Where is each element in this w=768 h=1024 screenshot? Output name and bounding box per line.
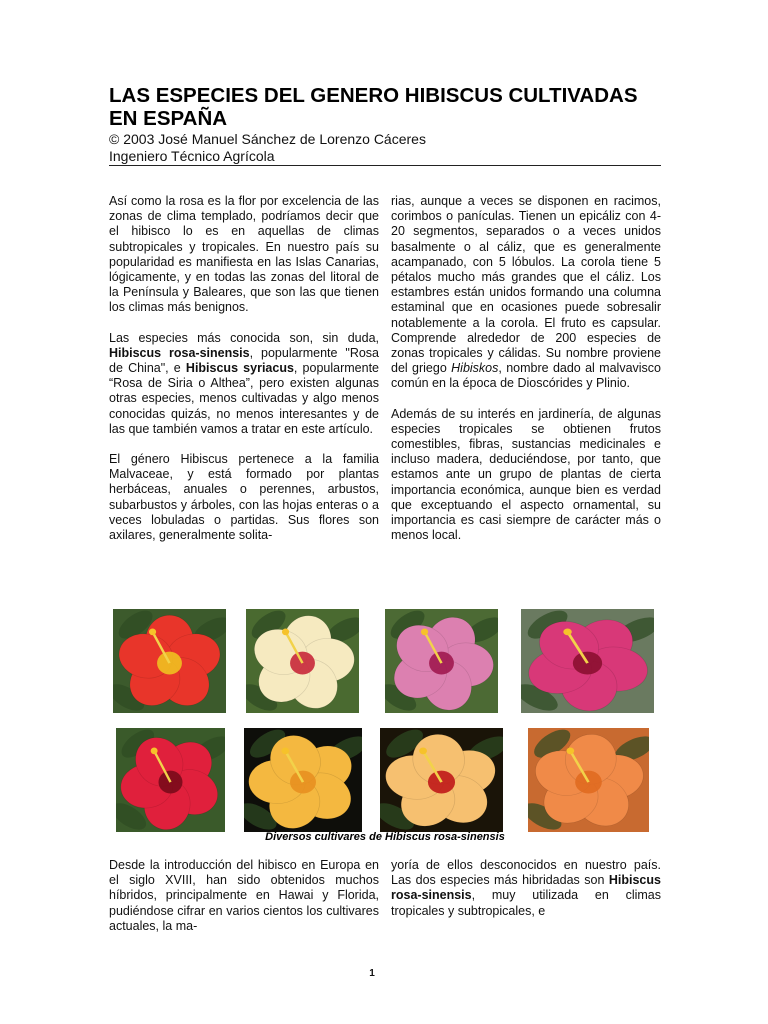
text-span: , muy utilizada en climas tropicales y subtropicales, e [391,888,661,918]
hibiscus-photo [246,609,359,713]
hibiscus-photo [528,728,649,832]
paragraph [391,194,661,392]
text-column-right-top [391,194,661,558]
text-span: , popularmente “Rosa de Siria o Althea”, pero existen algunas otras especies, menos cultivadas y algo menos conocidas quizás, no menos interesantes y de las que también vamos a tratar en este artículo. [109,361,379,436]
hibiscus-photo [385,609,498,713]
hibiscus-photo [113,609,226,713]
text-span: , popularmente "Rosa de China", e [109,345,379,376]
page-number: 1 [369,968,375,979]
author-role: Ingeniero Técnico Agrícola [109,148,275,164]
text-span: Las especies más conocida son, sin duda, [109,330,379,345]
paragraph: Así como la rosa es la flor por excelencia de las zonas de clima templado, podríamos decir que el hibisco lo es en aquellas de climas subtropicales y tropicales. En nuestro país su popularidad es manifiesta en las Islas Canarias, lógicamente, y en todas las zonas del litoral de la Península y Baleares, que son las que tienen los climas más benignos. [109,194,379,315]
text-span: , nombre dado al malvavisco común en la época de Dioscórides y Plinio. [391,361,661,391]
paragraph [391,858,661,919]
text-span: rias, aunque a veces se disponen en racimos, corimbos o panículas. Tienen un epicáliz con 4-20 segmentos, separados o a veces unidos basalmente o al cáliz, que es generalmente acampanado, con 5 lóbulos. La corola tiene 5 pétalos mucho más grandes que el cáliz. Los estambres están unidos formando una columna estaminal que en ocasiones puede sobresalir notablemente a la corola. El fruto es capsular. Comprende alrededor de 200 especies de zonas tropicales y cálidas. Su nombre proviene del griego [391,194,661,376]
hibiscus-photo [521,609,654,713]
paragraph: Además de su interés en jardinería, de algunas especies tropicales se obtienen frutos comestibles, fibras, sustancias medicinales e incluso madera, deduciéndose, por tanto, que estamos ante un grupo de plantas de cierta importancia económica, aunque bien es verdad que exceptuando el aspecto ornamental, su importancia es casi siempre de carácter más o menos local. [391,406,661,543]
paragraph [109,331,379,437]
species-name: Hibiscus syriacus [185,361,294,376]
hibiscus-photo [380,728,503,832]
text-span: yoría de ellos desconocidos en nuestro país. Las dos especies más hibridadas son [391,858,661,888]
species-name: Hibiscus rosa-sinensis [109,345,250,360]
header-divider [109,165,661,166]
species-name: Hibiscus rosa-sinensis [391,873,661,903]
text-column-left-bottom [109,858,379,949]
author-block [109,131,426,165]
greek-term: Hibiskos [451,361,499,376]
copyright-line: © 2003 José Manuel Sánchez de Lorenzo Cáceres [109,131,426,147]
document-title: LAS ESPECIES DEL GENERO HIBISCUS CULTIVADAS EN ESPAÑA [109,84,638,130]
paragraph: Desde la introducción del hibisco en Europa en el siglo XVIII, han sido obtenidos muchos híbridos, principalmente en Hawai y Florida, pudiéndose cifrar en varios cientos los cultivares actuales, la ma- [109,858,379,933]
hibiscus-photo [116,728,225,832]
hibiscus-photo [244,728,362,832]
gallery-caption: Diversos cultivares de Hibiscus rosa-sinensis [265,831,505,843]
text-column-right-bottom [391,858,661,934]
paragraph: El género Hibiscus pertenece a la familia Malvaceae, y está formado por plantas herbáceas, anuales o perennes, arbustos, subarbustos y árboles, con las hojas enteras o a veces lobuladas o partidas. Sus flores son axilares, generalmente solita- [109,452,379,543]
text-column-left-top [109,194,379,558]
